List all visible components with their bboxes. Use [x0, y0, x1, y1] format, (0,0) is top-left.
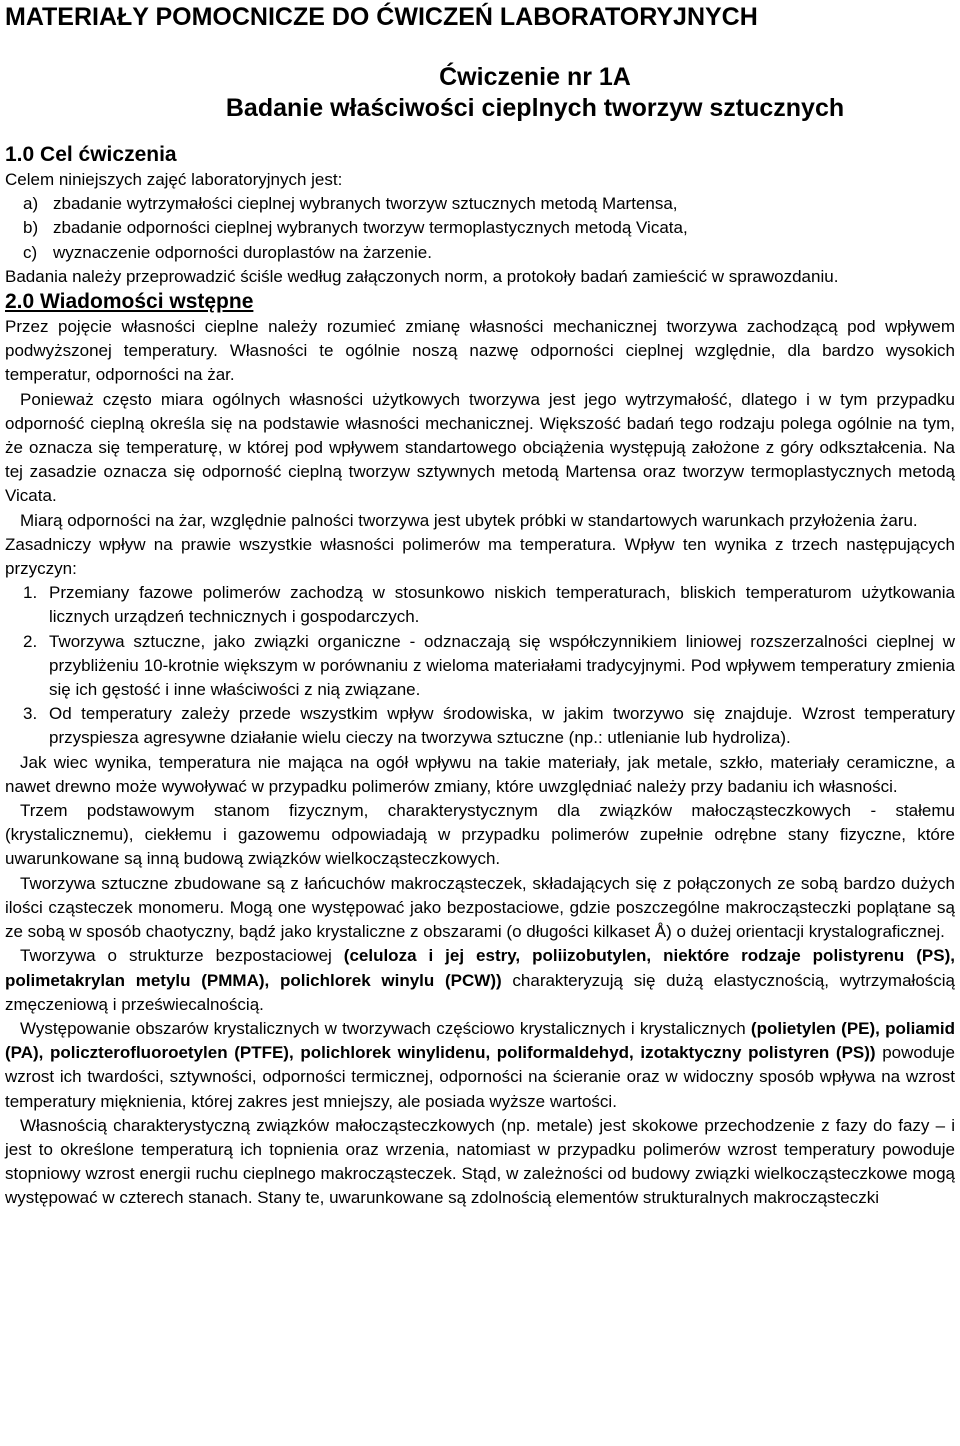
- goals-list: [5, 192, 955, 265]
- paragraph-text: charakteryzują się dużą elastycznością, wytrzymałością zmęczeniową i przeświecalnością.: [5, 970, 956, 1014]
- list-marker: c): [23, 242, 38, 262]
- paragraph: Zasadniczy wpływ na prawie wszystkie własności polimerów ma temperatura. Wpływ ten wynika z trzech następujących przyczyn:: [5, 534, 955, 579]
- exercise-number: Ćwiczenie nr 1A: [439, 63, 631, 91]
- paragraph: Przez pojęcie własności cieplne należy rozumieć zmianę własności mechanicznej tworzywa zachodzącą pod wpływem podwyższonej temperatury. Własności te ogólnie noszą nazwę odporności cieplnej względnie, dla bardzo wysokich temperatur, odporności na żar.: [5, 317, 955, 385]
- list-item: [23, 581, 955, 629]
- paragraph: Ponieważ często miara ogólnych własności użytkowych tworzywa jest jego wytrzymałość, dlatego i w tym przypadku odporność cieplną określa się na podstawie własności mechanicznej. Większość badań tego rodzaju polega ogólnie na tym, że oznacza się temperaturę, w której pod wpływem standartowego obciążenia występują założone z góry odkształcenia. Na tej zasadzie oznacza się odporność cieplną tworzyw sztywnych metodą Martensa oraz tworzyw termoplastycznych metodą Vicata.: [5, 389, 955, 506]
- list-item-text: zbadanie odporności cieplnej wybranych tworzyw termoplastycznych metodą Vicata,: [53, 218, 688, 238]
- list-item-text: Tworzywa sztuczne, jako związki organiczne - odznaczają się współczynnikiem liniowej rozszerzalności cieplnej w przybliżeniu 10-krotnie większym w porównaniu z wieloma materiałami tradycyjnymi. Pod wpływem temperatury zmienia się ich gęstość i inne właściwości z nią związane.: [49, 631, 955, 700]
- paragraph: Jak wiec wynika, temperatura nie mająca na ogół wpływu na takie materiały, jak metale, szkło, materiały ceramiczne, a nawet drewno może wywoływać w przypadku polimerów zmiany, które uwzględniać należy przy badaniu ich własności.: [5, 752, 955, 796]
- paragraph-text: powoduje wzrost ich twardości, sztywności, odporności termicznej, odporności na ścieranie oraz w widoczny sposób wpływa na wzrost temperatury mięknienia, której zakres jest mniejszy, ale posiada wyższe wartości.: [5, 1043, 955, 1111]
- list-item-text: Przemiany fazowe polimerów zachodzą w stosunkowo niskich temperaturach, bliskich temperaturom użytkowania licznych urządzeń technicznych i gospodarczych.: [49, 583, 955, 627]
- list-item: [23, 216, 955, 240]
- paragraph: [5, 1017, 955, 1114]
- list-item: [23, 241, 955, 265]
- paragraph: Własnością charakterystyczną związków małocząsteczkowych (np. metale) jest skokowe przechodzenie z fazy do fazy – i jest to określone temperaturą ich topnienia oraz wrzenia, natomiast w przypadku polimerów wzrost temperatury powoduje stopniowy wzrost energii ruchu cieplnego makrocząsteczek. Stąd, w zależności od budowy związki wielkocząsteczkowe mogą występować w czterech stanach. Stany te, uwarunkowane są zdolnością elementów strukturalnych makrocząsteczki: [5, 1115, 955, 1208]
- document-title: MATERIAŁY POMOCNICZE DO ĆWICZEŃ LABORATORYJNYCH: [5, 3, 758, 31]
- list-marker: a): [23, 194, 39, 214]
- list-item-text: Od temperatury zależy przede wszystkim wpływ środowiska, w jakim tworzywo się znajduje. Wzrost temperatury przyspiesza agresywne działanie wielu cieczy na tworzywa sztuczne (np.: utlenianie lub hydroliza).: [49, 704, 955, 748]
- paragraph: Badania należy przeprowadzić ściśle według załączonych norm, a protokoły badań zamieścić w sprawozdaniu.: [5, 266, 839, 286]
- bold-polymer-list: (polietylen (PE), poliamid (PA), policzterofluoroetylen (PTFE), polichlorek winylidenu, poliformaldehyd, izotaktyczny polistyren (PS)): [5, 1018, 956, 1063]
- list-item: [23, 702, 955, 750]
- paragraph: Trzem podstawowym stanom fizycznym, charakterystycznym dla związków małocząsteczkowych - stałemu (krystalicznemu), ciekłemu i gazowemu odpowiadają w przypadku polimerów zupełnie odrębne stany fizyczne, które uwarunkowane są inną budową związków wielkocząsteczkowych.: [5, 801, 955, 869]
- list-item-text: zbadanie wytrzymałości cieplnej wybranych tworzyw sztucznych metodą Martensa,: [53, 194, 678, 214]
- paragraph: Miarą odporności na żar, względnie palności tworzywa jest ubytek próbki w standartowych warunkach przyłożenia żaru.: [20, 510, 918, 530]
- paragraph: Tworzywa sztuczne zbudowane są z łańcuchów makrocząsteczek, składających się z połączonych ze sobą bardzo dużych ilości cząsteczek monomeru. Mogą one występować jako bezpostaciowe, gdzie poszczególne makrocząsteczki poplątane są ze sobą w sposób chaotyczny, bądź jako krystaliczne z obszarami (o długości kilkaset Å) o dużej orientacji krystalograficznej.: [5, 873, 955, 942]
- paragraph-text: Tworzywa o strukturze bezpostaciowej: [20, 946, 344, 966]
- list-item: [23, 630, 955, 703]
- list-marker: b): [23, 218, 39, 238]
- list-marker: 1.: [23, 583, 38, 603]
- exercise-header: [5, 62, 955, 124]
- section-1-heading: 1.0 Cel ćwiczenia: [5, 143, 177, 166]
- causes-list: [5, 581, 955, 750]
- paragraph-text: Występowanie obszarów krystalicznych w tworzywach częściowo krystalicznych i krystalicznych: [20, 1018, 751, 1038]
- list-marker: 3.: [23, 704, 38, 724]
- paragraph: [5, 944, 955, 1017]
- section-2-heading: 2.0 Wiadomości wstępne: [5, 290, 254, 314]
- list-marker: 2.: [23, 631, 38, 651]
- list-item-text: wyznaczenie odporności duroplastów na żarzenie.: [53, 242, 432, 262]
- list-item: [23, 192, 955, 216]
- exercise-title: Badanie właściwości cieplnych tworzyw sztucznych: [225, 94, 845, 122]
- goals-intro: Celem niniejszych zajęć laboratoryjnych jest:: [5, 170, 343, 189]
- bold-polymer-list: (celuloza i jej estry, poliizobutylen, niektóre rodzaje polistyrenu (PS), polimetakrylan metylu (PMMA), polichlorek winylu (PCW)): [5, 946, 955, 990]
